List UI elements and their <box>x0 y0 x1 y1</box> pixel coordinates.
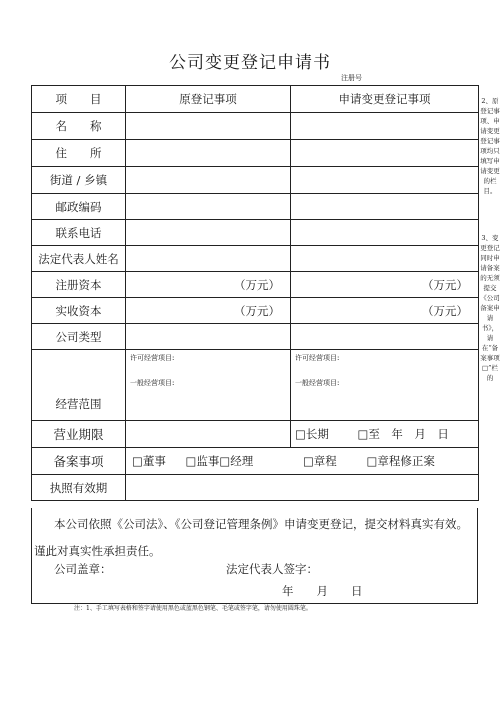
label-address: 住 所 <box>32 140 126 167</box>
label-name: 名 称 <box>32 113 126 140</box>
header-applied: 申请变更登记事项 <box>291 86 479 113</box>
field-phone-original[interactable] <box>126 220 291 246</box>
field-legal-rep-original[interactable] <box>126 246 291 272</box>
label-reg-capital: 注册资本 <box>32 272 126 298</box>
field-name-applied[interactable] <box>291 113 479 140</box>
header-row <box>32 86 479 113</box>
field-paid-capital-original[interactable]: （万元） <box>126 298 291 324</box>
company-seal-label: 公司盖章： <box>54 562 112 576</box>
field-legal-rep-applied[interactable] <box>291 246 479 272</box>
row-phone <box>32 220 479 246</box>
field-license-validity[interactable] <box>126 475 479 501</box>
field-address-applied[interactable] <box>291 140 479 167</box>
row-legal-rep <box>32 246 479 272</box>
filing-supervisor-checkbox[interactable]: □监事 <box>185 454 220 468</box>
footnote: 注：1、手工填写表格和签字请使用黑色或蓝黑色钢笔、毛笔或签字笔，请勿使用圆珠笔。 <box>74 605 312 612</box>
row-license-validity <box>32 475 479 501</box>
label-filing: 备案事项 <box>32 448 126 475</box>
field-business-term-original[interactable] <box>126 421 291 448</box>
field-filing-options <box>126 448 479 475</box>
page-title: 公司变更登记申请书 <box>169 53 331 73</box>
filing-articles-amendment-checkbox[interactable]: □章程修正案 <box>366 454 435 468</box>
row-company-type <box>32 324 479 350</box>
label-company-type: 公司类型 <box>32 324 126 350</box>
row-filing <box>32 448 479 475</box>
header-item: 项 目 <box>32 86 126 113</box>
row-paid-capital <box>32 298 479 324</box>
term-long-checkbox[interactable]: □长期 <box>295 427 329 441</box>
field-street-applied[interactable] <box>291 167 479 194</box>
label-street: 街道 / 乡镇 <box>32 167 126 194</box>
label-business-scope: 经营范围 <box>32 350 126 421</box>
change-registration-form <box>31 85 479 501</box>
registration-number-label: 注册号 <box>341 74 362 82</box>
declaration-line-1: 本公司依照《公司法》、《公司登记管理条例》申请变更登记，提交材料真实有效。 <box>54 517 468 531</box>
label-phone: 联系电话 <box>32 220 126 246</box>
row-reg-capital <box>32 272 479 298</box>
field-reg-capital-applied[interactable]: （万元） <box>291 272 479 298</box>
row-postcode <box>32 194 479 220</box>
row-business-scope <box>32 350 479 421</box>
legal-rep-signature-label: 法定代表人签字： <box>226 562 318 576</box>
side-note-2: 2、原登记事项、申请变更登记事项均只填写申请变更的栏目。 <box>480 97 500 195</box>
term-until-checkbox[interactable]: □至 年 月 日 <box>357 427 449 441</box>
field-business-term-applied <box>291 421 479 448</box>
side-note-3: 3、变更登记同时申请备案的无须提交《公司备案申请书》，请在“备案事项□”栏的 <box>480 234 500 382</box>
header-original: 原登记事项 <box>126 86 291 113</box>
row-business-term <box>32 421 479 448</box>
general-items-label: 一般经营项目: <box>295 379 340 387</box>
filing-director-checkbox[interactable]: □董事 <box>132 454 166 468</box>
label-license-validity: 执照有效期 <box>32 475 126 501</box>
label-paid-capital: 实收资本 <box>32 298 126 324</box>
licensed-items-label: 许可经营项目: <box>295 354 340 362</box>
label-postcode: 邮政编码 <box>32 194 126 220</box>
signature-date: 年 月 日 <box>282 584 363 598</box>
row-name <box>32 113 479 140</box>
field-name-original[interactable] <box>126 113 291 140</box>
field-postcode-original[interactable] <box>126 194 291 220</box>
declaration-block <box>31 508 478 604</box>
field-address-original[interactable] <box>126 140 291 167</box>
field-postcode-applied[interactable] <box>291 194 479 220</box>
label-business-term: 营业期限 <box>32 421 126 448</box>
label-legal-rep: 法定代表人姓名 <box>32 246 126 272</box>
general-items-label: 一般经营项目: <box>130 379 175 387</box>
filing-manager-checkbox[interactable]: □经理 <box>219 454 254 468</box>
row-address <box>32 140 479 167</box>
field-company-type-original[interactable] <box>126 324 291 350</box>
row-street <box>32 167 479 194</box>
field-street-original[interactable] <box>126 167 291 194</box>
field-paid-capital-applied[interactable]: （万元） <box>291 298 479 324</box>
field-phone-applied[interactable] <box>291 220 479 246</box>
field-business-scope-applied[interactable] <box>291 350 479 421</box>
field-company-type-applied[interactable] <box>291 324 479 350</box>
filing-articles-checkbox[interactable]: □章程 <box>302 454 337 468</box>
field-reg-capital-original[interactable]: （万元） <box>126 272 291 298</box>
licensed-items-label: 许可经营项目: <box>130 354 175 362</box>
declaration-line-2: 谨此对真实性承担责任。 <box>34 544 161 558</box>
field-business-scope-original[interactable] <box>126 350 291 421</box>
